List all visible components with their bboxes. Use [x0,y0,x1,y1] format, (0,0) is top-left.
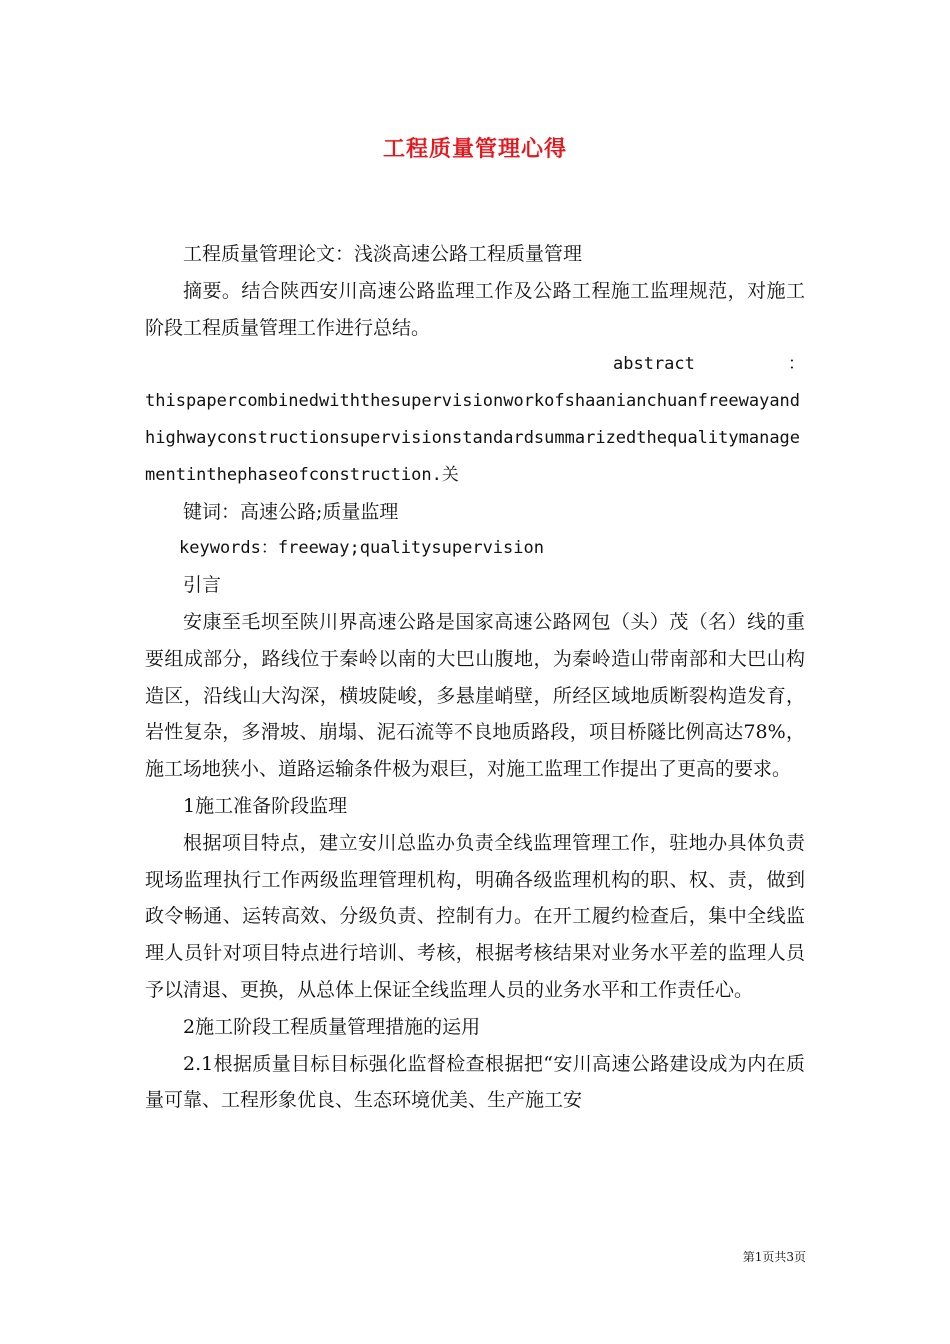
paragraph-abstract: thispapercombinedwiththesupervisionworkofshaanianchuanfreewayandhighwayconstructionsupervisionstandardsummarizedthequalitymanagementinthephaseofconstruction.关 [145,391,801,485]
heading-section-2: 2施工阶段工程质量管理措施的运用 [183,1015,481,1038]
document-body [145,236,805,1119]
abstract-label: abstract [613,354,695,375]
abstract-heading [145,346,805,383]
paragraph-keywords-en: keywords：freeway;qualitysupervision [179,538,544,559]
paragraph-introduction: 安康至毛坝至陕川界高速公路是国家高速公路网包（头）茂（名）线的重要组成部分，路线位于秦岭以南的大巴山腹地，为秦岭造山带南部和大巴山构造区，沿线山大沟深，横坡陡峻，多悬崖峭壁，所经区域地质断裂构造发育，岩性复杂，多滑坡、崩塌、泥石流等不良地质路段，项目桥隧比例高达78%，施工场地狭小、道路运输条件极为艰巨，对施工监理工作提出了更高的要求。 [145,610,805,781]
abstract-colon: ： [788,354,805,375]
paragraph-section-2-1: 2.1根据质量目标目标强化监督检查根据把“安川高速公路建设成为内在质量可靠、工程形象优良、生态环境优美、生产施工安 [145,1052,805,1112]
paragraph-subtitle: 工程质量管理论文：浅淡高速公路工程质量管理 [183,243,583,265]
document-title: 工程质量管理心得 [382,136,567,162]
paragraph-keywords-cn: 键词：高速公路;质量监理 [183,500,399,523]
page-number-footer: 第1页共3页 [742,1250,806,1264]
paragraph-section-1: 根据项目特点，建立安川总监办负责全线监理管理工作，驻地办具体负责现场监理执行工作两级监理管理机构，明确各级监理机构的职、权、责，做到政令畅通、运转高效、分级负责、控制有力。在开工履约检查后，集中全线监理人员针对项目特点进行培训、考核，根据考核结果对业务水平差的监理人员予以清退、更换，从总体上保证全线监理人员的业务水平和工作责任心。 [145,831,805,1001]
heading-section-1: 1施工准备阶段监理 [183,794,348,817]
paragraph-summary: 摘要。结合陕西安川高速公路监理工作及公路工程施工监理规范，对施工阶段工程质量管理工作进行总结。 [145,279,805,339]
heading-introduction: 引言 [183,574,222,597]
